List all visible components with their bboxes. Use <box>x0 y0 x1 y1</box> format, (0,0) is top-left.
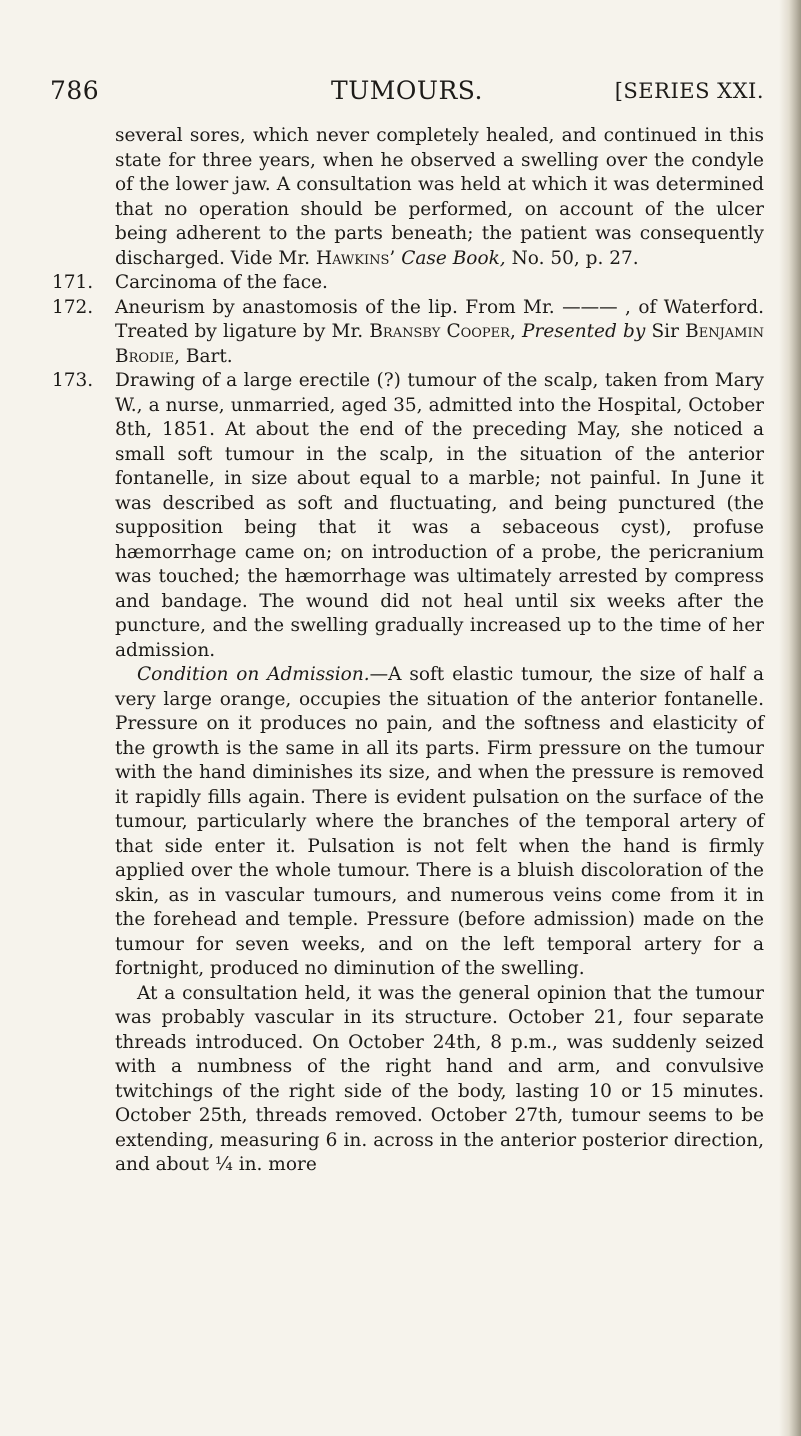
page-body <box>52 124 764 1178</box>
condition-paragraph: Condition on Admission.—A soft elastic tumour, the size of half a very large orange, occupies the situation of the anterior fontanelle. Pressure on it produces no pain, and the softness and elasticity of the growth is the same in all its parts. Firm pressure on the tumour with the hand diminishes its size, and when the pressure is removed it rapidly fills again. There is evident pulsation on the surface of the tumour, particularly where the branches of the temporal artery of that side enter it. Pulsation is not felt when the hand is firmly applied over the whole tumour. There is a bluish discoloration of the skin, as in vascular tumours, and numerous veins come from it in the forehead and temple. Pressure (before admission) made on the tumour for seven weeks, and on the left temporal artery for a fortnight, produced no diminution of the swelling. <box>115 664 765 979</box>
condition-heading: Condition on Admission. <box>137 664 370 685</box>
entry-172: 172. Aneurism by anastomosis of the lip. From Mr. ——— , of Waterford. Treated by ligature by Mr. Bransby Cooper, Presented by Sir Benjamin Brodie, Bart. <box>52 296 765 367</box>
entry-number: 173. <box>52 370 94 391</box>
entry-number: 172. <box>52 296 94 318</box>
consultation-paragraph: At a consultation held, it was the general opinion that the tumour was probably vascular in its structure. October 21, four separate threads introduced. On October 24th, 8 p.m., was suddenly seized with a numbness of the right hand and arm, and convulsive twitchings of the right side of the body, lasting 10 or 15 minutes. October 25th, threads removed. October 27th, tumour seems to be extending, measuring 6 in. across in the anterior posterior direction, and about ¼ in. more <box>115 982 764 1175</box>
page-edge-shadow <box>779 0 801 1436</box>
name-hawkins: Hawkins’ <box>315 247 396 269</box>
name-bransby-cooper: Bransby Cooper, <box>369 321 516 342</box>
entry-171: 171. Carcinoma of the face. <box>52 271 764 296</box>
case-book-title: Case Book, <box>401 247 506 269</box>
entry-173: 173. Drawing of a large erectile (?) tumour of the scalp, taken from Mary W., a nurse, unmarried, aged 35, admitted into the Hospital, October 8th, 1851. At about the end of the preceding May, she noticed a small soft tumour in the scalp, in the situation of the anterior fontanelle, in size about equal to a marble; not painful. In June it was described as soft and fluctuating, and being punctured (the supposition being that it was a sebaceous cyst), profuse hæmorrhage came on; on introduction of a probe, the pericranium was touched; the hæmorrhage was ultimately arrested by compress and bandage. The wound did not heal until six weeks after the puncture, and the swelling gradually increased up to the time of her admission. <box>52 370 764 661</box>
entry-number: 171. <box>52 272 94 293</box>
page-number: 786 <box>50 76 100 105</box>
name-benjamin-brodie: Benjamin Brodie, <box>115 321 765 367</box>
running-header <box>50 76 764 112</box>
presented-by: Presented by <box>522 321 646 342</box>
series-label: [SERIES XXI. <box>614 79 764 103</box>
continuation-paragraph: several sores, which never completely healed, and continued in this state for three years, when he observed a swelling over the condyle of the lower jaw. A consultation was held at which it was determined that no operation should be performed, on account of the ulcer being adherent to the parts beneath; the patient was consequently discharged. Vide Mr. Hawkins’ Case Book, No. 50, p. 27. <box>115 125 764 269</box>
running-title: TUMOURS. <box>331 76 483 105</box>
